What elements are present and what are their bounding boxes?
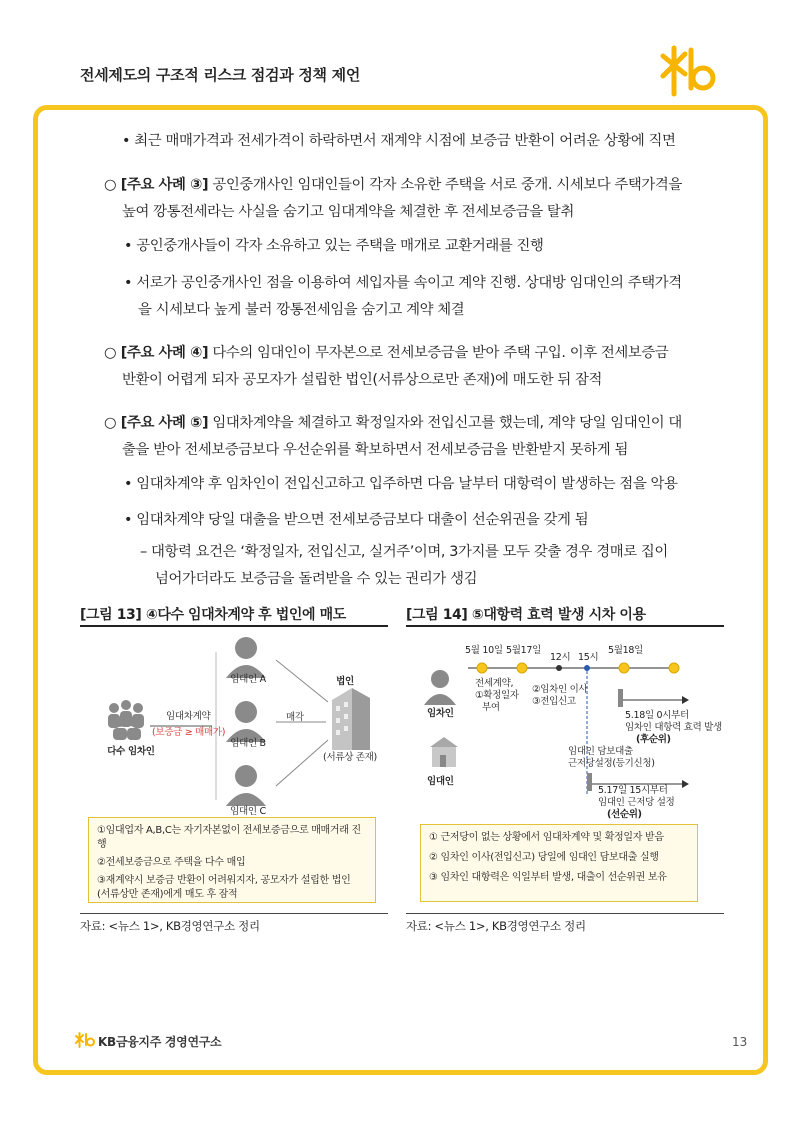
page-header-title: 전세제도의 구조적 리스크 점검과 정책 제언 (80, 66, 361, 84)
tenant-person-icon (424, 670, 456, 705)
t3-line1: 5.18일 0시부터 (625, 710, 689, 721)
case4-line2: 반환이 어렵게 되자 공모자가 설립한 법인(서류상으로만 존재)에 매도한 뒤 잠적 (122, 372, 603, 388)
t5-line1: 5.17일 15시부터 (598, 785, 668, 796)
t3-line2: 임차인 대항력 효력 발생 (625, 722, 722, 733)
t1-line1: 전세계약, (475, 678, 514, 689)
fig14-top-rule (406, 625, 724, 627)
case3-bullet2-cont: 을 시세보다 높게 불러 깡통전세임을 숨기고 계약 체결 (138, 302, 465, 318)
t4-line1: 임대인 담보대출 (568, 746, 633, 757)
kb-logo-icon (655, 44, 725, 100)
fig14-title: [그림 14] ⑤대항력 효력 발생 시차 이용 (406, 607, 646, 623)
fig14-source: 자료: <뉴스 1>, KB경영연구소 정리 (406, 919, 586, 933)
fig14-landlord-label: 임대인 (427, 776, 454, 787)
fig13-title: [그림 13] ④다수 임대차계약 후 법인에 매도 (80, 607, 346, 623)
fig14-tenant-label: 임차인 (427, 708, 454, 719)
corp-note: (서류상 존재) (323, 752, 377, 763)
case4-line1 (104, 340, 668, 367)
landlord-c-label: 임대인 C (230, 806, 266, 817)
fig14-bottom-rule (406, 913, 724, 914)
footer-org: KB금융지주 경영연구소 (98, 1035, 222, 1049)
fig13-bottom-rule (80, 913, 388, 914)
fig13-notes-box (88, 817, 376, 903)
time-12: 12시 (550, 652, 571, 663)
building-icon (332, 688, 370, 750)
tenant-crowd-icon (108, 700, 144, 740)
case3-label: ○ [주요 사례 ③] (104, 177, 209, 193)
case5-label: ○ [주요 사례 ⑤] (104, 415, 209, 431)
contract-label: 임대차계약 (166, 711, 211, 722)
fig14-timeline (406, 655, 726, 815)
fig13-note-2: ②전세보증금으로 주택을 다수 매입 (97, 857, 246, 868)
case3-bullet1: • 공인중개사들이 각자 소유하고 있는 주택을 매개로 교환거래를 진행 (124, 238, 544, 254)
fig13-note-3-cont: (서류상만 존재)에게 매도 후 잠적 (97, 889, 238, 900)
t2-line1: ②임차인 이사 (532, 684, 588, 695)
date-may17: 5월17일 (506, 645, 541, 656)
date-may10: 5월 10일 (465, 645, 503, 656)
fig13-source: 자료: <뉴스 1>, KB경영연구소 정리 (80, 919, 260, 933)
deposit-note: (보증금 ≥ 매매가) (152, 727, 226, 738)
t1-line3: 부여 (482, 702, 500, 713)
fig13-diagram (80, 630, 390, 820)
case3-line1 (104, 172, 682, 199)
time-15: 15시 (578, 652, 599, 663)
t2-line2: ③전입신고 (532, 696, 576, 707)
case3-bullet2: • 서로가 공인중개사인 점을 이용하여 세입자를 속이고 계약 진행. 상대방 임대인의 주택가격 (124, 275, 682, 291)
date-may18: 5월18일 (608, 645, 643, 656)
case5-text: 임대차계약을 체결하고 확정일자와 전입신고를 했는데, 계약 당일 임대인이 대 (208, 415, 682, 431)
landlord-a-label: 임대인 A (230, 674, 266, 685)
fig14-note-1: ① 근저당이 없는 상황에서 임대차계약 및 확정일자 받음 (429, 832, 664, 843)
footer-kb-logo-icon (74, 1032, 96, 1048)
case4-text: 다수의 임대인이 무자본으로 전세보증금을 받아 주택 구입. 이후 전세보증금 (208, 345, 669, 361)
fig13-note-1: ①임대업자 A,B,C는 자기자본없이 전세보증금으로 매매거래 진행 (97, 825, 361, 850)
case3-text: 공인중개사인 임대인들이 각자 소유한 주택을 서로 중개. 시세보다 주택가격을 (208, 177, 682, 193)
case5-bullet2: • 임대차계약 당일 대출을 받으면 전세보증금보다 대출이 선순위권을 갖게 됨 (124, 512, 589, 528)
fig14-note-2: ② 임차인 이사(전입신고) 당일에 임대인 담보대출 실행 (429, 852, 659, 863)
case3-line2: 높여 깡통전세라는 사실을 숨기고 임대계약을 체결한 후 전세보증금을 탈취 (122, 204, 574, 220)
t1-line2: ①확정일자 (475, 690, 519, 701)
case5-dash-line1: – 대항력 요건은 ‘확정일자, 전입신고, 실거주’이며, 3가지를 모두 갖출 경우 경매로 집이 (140, 544, 668, 560)
fig13-top-rule (80, 625, 388, 627)
tenants-label: 다수 임차인 (107, 746, 155, 757)
fig14-notes-box (420, 824, 698, 902)
bullet-text: • 최근 매매가격과 전세가격이 하락하면서 재계약 시점에 보증금 반환이 어려운 상황에 직면 (122, 133, 676, 149)
case5-dash-line2: 넘어가더라도 보증금을 돌려받을 수 있는 권리가 생김 (155, 571, 478, 587)
t5-line3: (선순위) (607, 809, 642, 820)
case5-bullet1: • 임대차계약 후 임차인이 전입신고하고 입주하면 다음 날부터 대항력이 발생하는 점을 악용 (124, 476, 678, 492)
landlord-house-icon (430, 737, 458, 767)
t4-line2: 근저당설정(등기신청) (568, 758, 655, 769)
page-number: 13 (732, 1035, 748, 1049)
sale-label: 매각 (286, 712, 304, 723)
landlord-b-label: 임대인 B (230, 738, 266, 749)
case4-label: ○ [주요 사례 ④] (104, 345, 209, 361)
t3-line3: (후순위) (636, 734, 671, 745)
t5-line2: 임대인 근저당 설정 (598, 797, 675, 808)
fig13-note-3: ③재계약시 보증금 반환이 어려워지자, 공모자가 설립한 법인 (97, 875, 351, 886)
fig14-note-3: ③ 임차인 대항력은 익일부터 발생, 대출이 선순위권 보유 (429, 872, 667, 883)
corp-label: 법인 (336, 676, 354, 687)
case5-line1 (104, 410, 682, 437)
case5-line2: 출을 받아 전세보증금보다 우선순위를 확보하면서 전세보증금을 반환받지 못하게 됨 (122, 442, 628, 458)
